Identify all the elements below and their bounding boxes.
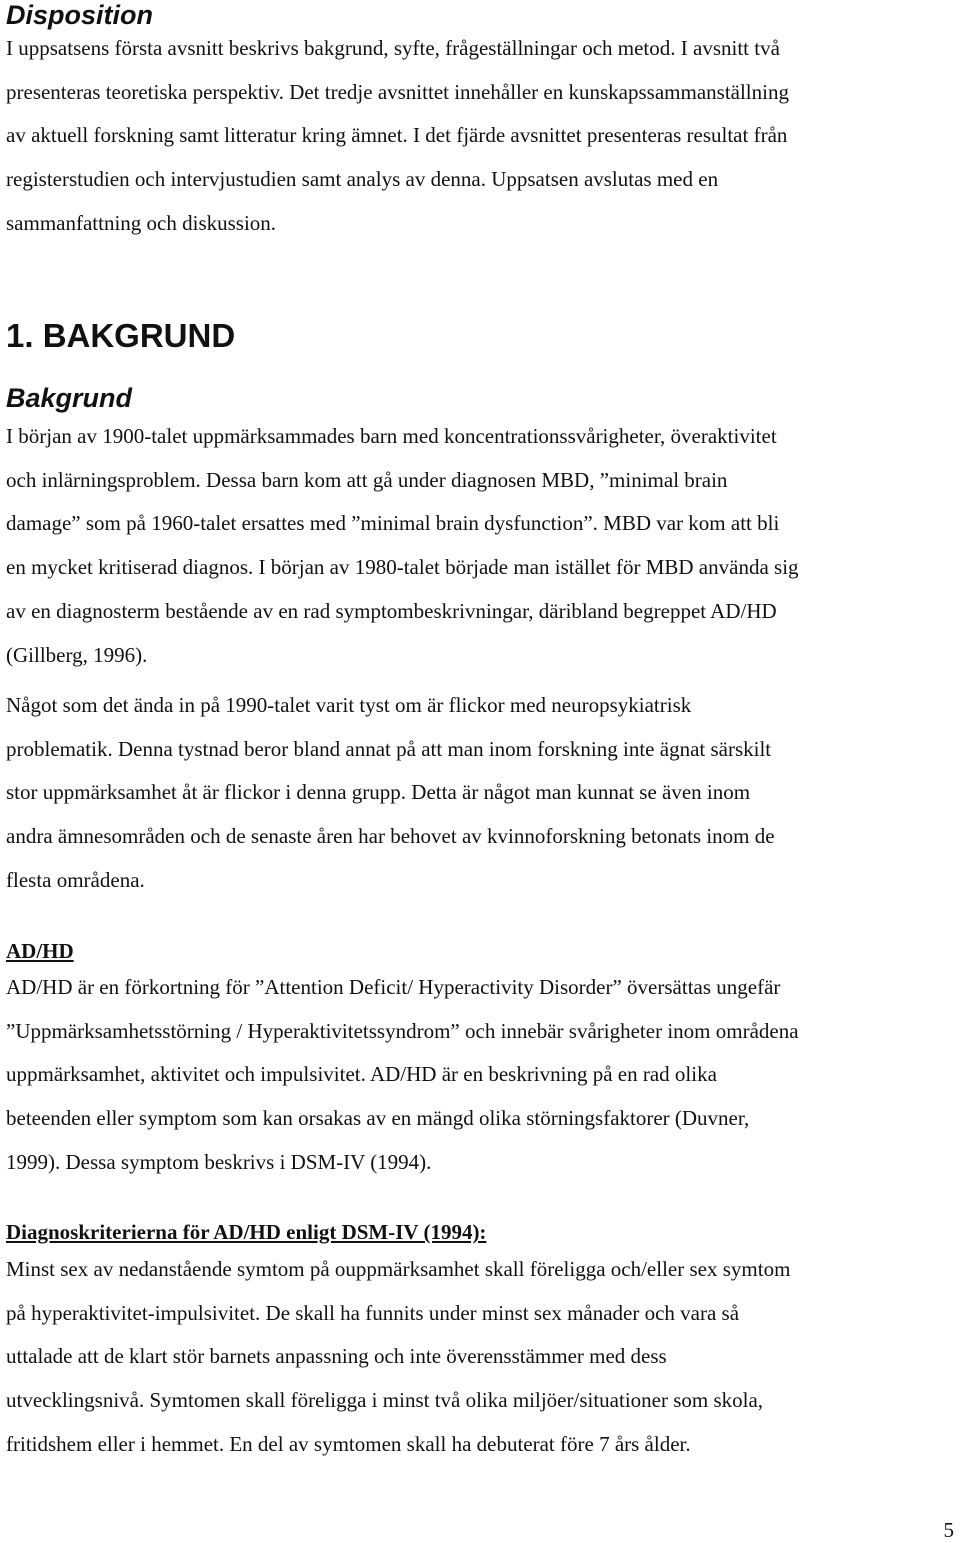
bakgrund-paragraph-2 [6,684,958,903]
text-line: andra ämnesområden och de senaste åren har behovet av kvinnoforskning betonats inom de [6,824,775,849]
text-line: AD/HD är en förkortning för ”Attention Deficit/ Hyperactivity Disorder” översättas ungefär [6,975,781,999]
text-line: Något som det ända in på 1990-talet varit tyst om är flickor med neuropsykiatrisk [6,693,692,717]
text-line: flesta områdena. [6,867,145,892]
text-line: damage” som på 1960-talet ersattes med ”minimal brain dysfunction”. MBD var kom att bli [6,511,780,536]
text-line: på hyperaktivitet-impulsivitet. De skall ha funnits under minst sex månader och vara så [6,1300,740,1325]
text-line: utvecklingsnivå. Symtomen skall föreligga i minst två olika miljöer/situationer som skola, [6,1388,764,1413]
text-line: och inlärningsproblem. Dessa barn kom att gå under diagnosen MBD, ”minimal brain [6,467,728,492]
disposition-heading: Disposition [6,0,153,30]
text-line: stor uppmärksamhet åt är flickor i denna grupp. Detta är något man kunnat se även inom [6,780,751,805]
page-number: 5 [943,1518,954,1542]
text-line: av aktuell forskning samt litteratur kring ämnet. I det fjärde avsnittet presenteras resultat från [6,123,788,148]
adhd-paragraph [6,966,958,1185]
criteria-paragraph [6,1248,958,1467]
text-line: fritidshem eller i hemmet. En del av symtomen skall ha debuterat före 7 års ålder. [6,1431,691,1456]
text-line: uppmärksamhet, aktivitet och impulsivitet. AD/HD är en beskrivning på en rad olika [6,1062,717,1087]
criteria-heading: Diagnoskriterierna för AD/HD enligt DSM-IV (1994): [6,1220,487,1244]
text-line: (Gillberg, 1996). [6,642,148,667]
bakgrund-paragraph-1 [6,415,958,677]
adhd-heading: AD/HD [6,939,74,963]
text-line: I början av 1900-talet uppmärksammades barn med koncentrationssvårigheter, överaktivitet [6,424,777,448]
text-line: sammanfattning och diskussion. [6,210,277,235]
disposition-paragraph [6,27,958,246]
text-line: en mycket kritiserad diagnos. I början av 1980-talet började man istället för MBD använda sig [6,555,799,580]
text-line: uttalade att de klart stör barnets anpassning och inte överensstämmer med dess [6,1344,667,1369]
text-line: I uppsatsens första avsnitt beskrivs bakgrund, syfte, frågeställningar och metod. I avsnitt två [6,36,780,60]
text-line: beteenden eller symptom som kan orsakas av en mängd olika störningsfaktorer (Duvner, [6,1106,750,1131]
text-line: problematik. Denna tystnad beror bland annat på att man inom forskning inte ägnat särskilt [6,736,772,761]
text-line: Minst sex av nedanstående symtom på ouppmärksamhet skall föreligga och/eller sex symtom [6,1257,791,1281]
text-line: ”Uppmärksamhetsstörning / Hyperaktivitetssyndrom” och innebär svårigheter inom områdena [6,1018,799,1043]
text-line: presenteras teoretiska perspektiv. Det tredje avsnittet innehåller en kunskapssammanställning [6,79,789,104]
section-heading: 1. BAKGRUND [6,317,236,354]
text-line: 1999). Dessa symptom beskrivs i DSM-IV (1994). [6,1149,432,1174]
subsection-heading: Bakgrund [6,383,133,413]
text-line: registerstudien och intervjustudien samt analys av denna. Uppsatsen avslutas med en [6,167,719,192]
text-line: av en diagnosterm bestående av en rad symptombeskrivningar, däribland begreppet AD/HD [6,598,777,623]
